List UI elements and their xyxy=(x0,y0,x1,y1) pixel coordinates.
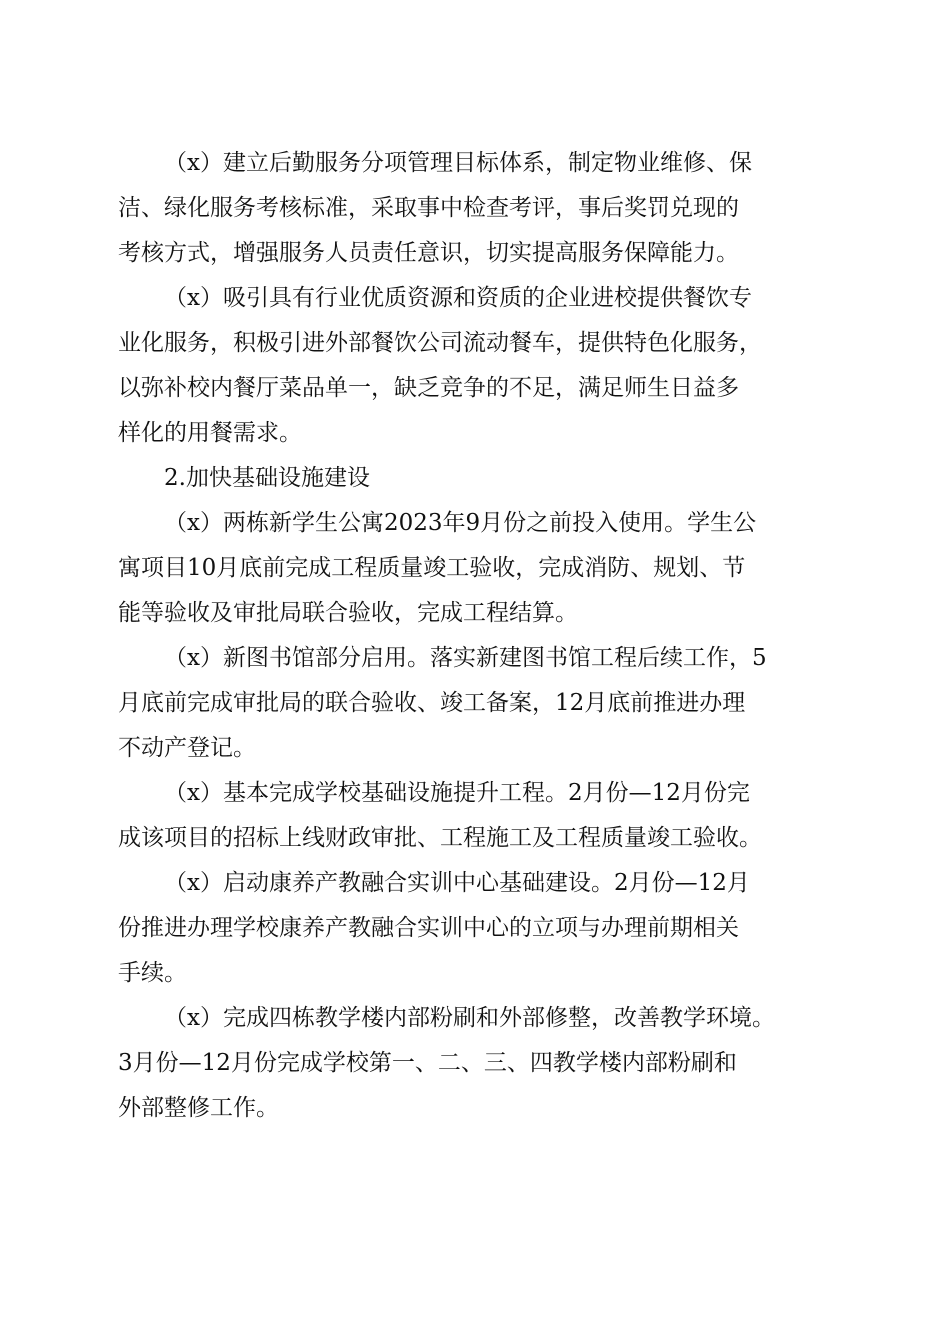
paragraph-6-line-2: 份推进办理学校康养产教融合实训中心的立项与办理前期相关 xyxy=(118,915,739,941)
document-body xyxy=(118,141,834,1131)
section-heading: 2.加快基础设施建设 xyxy=(164,465,370,491)
paragraph-1-line-3: 考核方式，增强服务人员责任意识，切实提高服务保障能力。 xyxy=(118,240,739,266)
paragraph-2-line-1: （x）吸引具有行业优质资源和资质的企业进校提供餐饮专 xyxy=(164,285,752,311)
paragraph-4-line-1: （x）新图书馆部分启用。落实新建图书馆工程后续工作，5 xyxy=(164,645,767,671)
paragraph-1-line-1: （x）建立后勤服务分项管理目标体系，制定物业维修、保 xyxy=(164,150,752,176)
paragraph-2-line-3: 以弥补校内餐厅菜品单一，缺乏竞争的不足，满足师生日益多 xyxy=(118,375,739,401)
paragraph-7-line-1: （x）完成四栋教学楼内部粉刷和外部修整，改善教学环境。 xyxy=(164,1005,775,1031)
paragraph-3-line-1: （x）两栋新学生公寓2023年9月份之前投入使用。学生公 xyxy=(164,510,757,536)
paragraph-5-line-2: 成该项目的招标上线财政审批、工程施工及工程质量竣工验收。 xyxy=(118,825,762,851)
paragraph-6-line-1: （x）启动康养产教融合实训中心基础建设。2月份—12月 xyxy=(164,870,750,896)
paragraph-4-line-2: 月底前完成审批局的联合验收、竣工备案，12月底前推进办理 xyxy=(118,690,746,716)
paragraph-3-line-3: 能等验收及审批局联合验收，完成工程结算。 xyxy=(118,600,578,626)
paragraph-2-line-2: 业化服务，积极引进外部餐饮公司流动餐车，提供特色化服务， xyxy=(118,330,762,356)
paragraph-7-line-2: 3月份—12月份完成学校第一、二、三、四教学楼内部粉刷和 xyxy=(118,1050,737,1076)
paragraph-4-line-3: 不动产登记。 xyxy=(118,735,256,761)
paragraph-3-line-2: 寓项目10月底前完成工程质量竣工验收，完成消防、规划、节 xyxy=(118,555,746,581)
paragraph-1-line-2: 洁、绿化服务考核标准，采取事中检查考评，事后奖罚兑现的 xyxy=(118,195,739,221)
paragraph-2-line-4: 样化的用餐需求。 xyxy=(118,420,302,446)
paragraph-5-line-1: （x）基本完成学校基础设施提升工程。2月份—12月份完 xyxy=(164,780,750,806)
paragraph-7-line-3: 外部整修工作。 xyxy=(118,1095,279,1121)
paragraph-6-line-3: 手续。 xyxy=(118,960,187,986)
